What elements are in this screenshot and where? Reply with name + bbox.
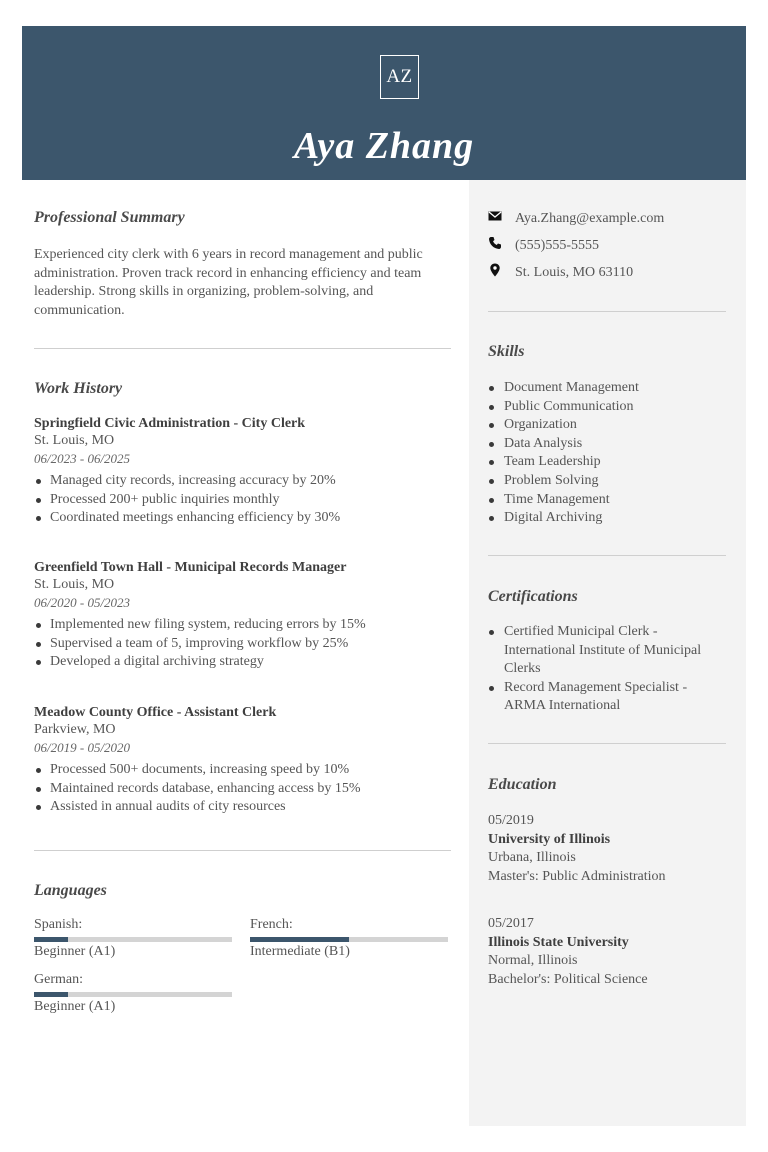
skill-item: Time Management xyxy=(488,491,728,510)
job-location: Parkview, MO xyxy=(34,722,116,737)
job-title: Springfield Civic Administration - City Clerk xyxy=(34,416,306,431)
job-dates: 06/2023 - 06/2025 xyxy=(34,451,131,466)
summary-text: Experienced city clerk with 6 years in record management and public administration. Proven track record in enhancing efficiency and team leadership. Strong skills in organizing, problem-solving, and communication. xyxy=(34,247,423,318)
list-item: Supervised a team of 5, improving workflow by 25% xyxy=(34,635,451,654)
list-item: Implemented new filing system, reducing errors by 15% xyxy=(34,616,451,635)
language-bar xyxy=(34,937,232,942)
language-level: Beginner (A1) xyxy=(34,999,116,1014)
job-entry xyxy=(34,560,451,672)
job-location: St. Louis, MO xyxy=(34,433,115,448)
job-dates: 06/2019 - 05/2020 xyxy=(34,740,131,755)
skill-item: Public Communication xyxy=(488,398,728,417)
job-bullets xyxy=(34,761,451,817)
language-name: German: xyxy=(34,972,83,987)
language-bar xyxy=(250,937,448,942)
list-item: Processed 200+ public inquiries monthly xyxy=(34,491,451,510)
list-item: Coordinated meetings enhancing efficiency by 30% xyxy=(34,509,451,528)
education-title: Education xyxy=(488,776,557,793)
list-item: Developed a digital archiving strategy xyxy=(34,653,451,672)
resume-header xyxy=(22,26,746,180)
language-item xyxy=(34,917,232,960)
certification-item: Certified Municipal Clerk - International Institute of Municipal Clerks xyxy=(488,623,728,679)
divider xyxy=(34,348,451,349)
education-entry xyxy=(488,915,648,989)
language-item xyxy=(250,917,448,960)
job-location: St. Louis, MO xyxy=(34,577,115,592)
language-bar xyxy=(34,992,232,997)
job-title: Greenfield Town Hall - Municipal Records Manager xyxy=(34,560,347,575)
contact-email xyxy=(488,209,664,228)
skill-item: Data Analysis xyxy=(488,435,728,454)
skill-item: Document Management xyxy=(488,379,728,398)
education-school: Illinois State University xyxy=(488,934,629,950)
language-level: Beginner (A1) xyxy=(34,944,116,959)
education-date: 05/2019 xyxy=(488,813,534,828)
language-bar-fill xyxy=(34,992,68,997)
skill-item: Organization xyxy=(488,416,728,435)
job-entry xyxy=(34,416,451,528)
address-text: St. Louis, MO 63110 xyxy=(515,264,634,280)
skills-list xyxy=(488,379,728,528)
education-location: Urbana, Illinois xyxy=(488,850,576,866)
list-item: Assisted in annual audits of city resources xyxy=(34,798,451,817)
monogram: AZ xyxy=(380,55,419,99)
skill-item: Digital Archiving xyxy=(488,509,728,528)
divider xyxy=(488,743,726,744)
contact-address xyxy=(488,263,633,282)
language-name: Spanish: xyxy=(34,917,83,932)
phone-icon xyxy=(488,236,515,255)
certifications-list xyxy=(488,623,728,716)
divider xyxy=(488,311,726,312)
job-title: Meadow County Office - Assistant Clerk xyxy=(34,705,277,720)
candidate-name: Aya Zhang xyxy=(293,125,475,167)
certifications-title: Certifications xyxy=(488,588,578,605)
certification-item: Record Management Specialist - ARMA International xyxy=(488,679,728,716)
language-bar-fill xyxy=(34,937,68,942)
education-degree: Master's: Public Administration xyxy=(488,868,666,884)
education-entry xyxy=(488,812,666,886)
list-item: Maintained records database, enhancing access by 15% xyxy=(34,780,451,799)
language-bar-fill xyxy=(250,937,349,942)
job-bullets xyxy=(34,472,451,528)
languages-title: Languages xyxy=(34,882,107,899)
map-pin-icon xyxy=(488,263,515,282)
education-location: Normal, Illinois xyxy=(488,953,578,969)
language-name: French: xyxy=(250,917,293,932)
skill-item: Team Leadership xyxy=(488,453,728,472)
summary-title: Professional Summary xyxy=(34,209,185,226)
language-level: Intermediate (B1) xyxy=(250,944,350,959)
work-history-title: Work History xyxy=(34,380,123,397)
education-date: 05/2017 xyxy=(488,916,534,931)
email-text: Aya.Zhang@example.com xyxy=(515,210,665,226)
education-degree: Bachelor's: Political Science xyxy=(488,971,648,987)
list-item: Managed city records, increasing accuracy by 20% xyxy=(34,472,451,491)
phone-text: (555)555-5555 xyxy=(515,237,599,253)
skill-item: Problem Solving xyxy=(488,472,728,491)
skills-title: Skills xyxy=(488,343,525,360)
job-entry xyxy=(34,705,451,817)
job-dates: 06/2020 - 05/2023 xyxy=(34,595,131,610)
envelope-icon xyxy=(488,209,515,228)
contact-phone xyxy=(488,236,599,255)
language-item xyxy=(34,972,232,1015)
list-item: Processed 500+ documents, increasing speed by 10% xyxy=(34,761,451,780)
divider xyxy=(488,555,726,556)
education-school: University of Illinois xyxy=(488,831,611,847)
divider xyxy=(34,850,451,851)
job-bullets xyxy=(34,616,451,672)
